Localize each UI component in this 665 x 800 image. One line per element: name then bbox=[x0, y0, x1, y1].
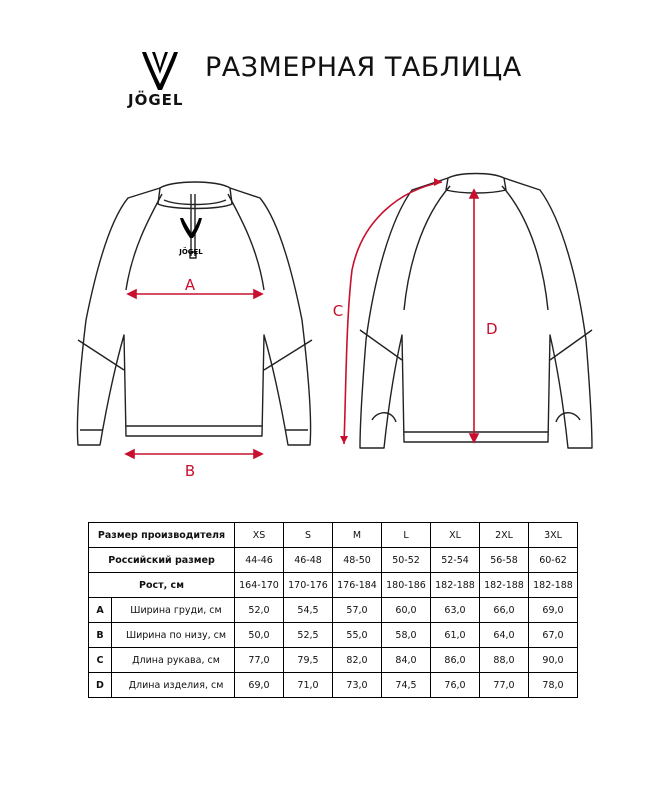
table-header-row bbox=[89, 523, 578, 548]
table-row bbox=[89, 623, 578, 648]
value-cell: 63,0 bbox=[431, 598, 480, 623]
table-row bbox=[89, 673, 578, 698]
height-cell: 176-184 bbox=[333, 573, 382, 598]
row-label: Ширина по низу, см bbox=[112, 623, 235, 648]
value-cell: 55,0 bbox=[333, 623, 382, 648]
value-cell: 66,0 bbox=[480, 598, 529, 623]
height-cell: 182-188 bbox=[480, 573, 529, 598]
size-cell: XS bbox=[235, 523, 284, 548]
label-a: A bbox=[184, 276, 196, 294]
value-cell: 78,0 bbox=[529, 673, 578, 698]
value-cell: 77,0 bbox=[235, 648, 284, 673]
row-letter: C bbox=[89, 648, 112, 673]
value-cell: 69,0 bbox=[235, 673, 284, 698]
value-cell: 60,0 bbox=[382, 598, 431, 623]
back-view bbox=[360, 174, 592, 449]
height-cell: 182-188 bbox=[529, 573, 578, 598]
value-cell: 54,5 bbox=[284, 598, 333, 623]
front-view bbox=[77, 182, 312, 445]
table-row bbox=[89, 648, 578, 673]
value-cell: 61,0 bbox=[431, 623, 480, 648]
size-cell: 3XL bbox=[529, 523, 578, 548]
table-row bbox=[89, 548, 578, 573]
value-cell: 57,0 bbox=[333, 598, 382, 623]
header-label: Размер производителя bbox=[89, 523, 235, 548]
table-row bbox=[89, 598, 578, 623]
ru-size-cell: 52-54 bbox=[431, 548, 480, 573]
size-cell: S bbox=[284, 523, 333, 548]
size-cell: XL bbox=[431, 523, 480, 548]
row-letter: A bbox=[89, 598, 112, 623]
ru-size-label: Российский размер bbox=[89, 548, 235, 573]
ru-size-cell: 50-52 bbox=[382, 548, 431, 573]
garment-diagram bbox=[0, 160, 665, 480]
measure-d bbox=[470, 190, 478, 442]
value-cell: 69,0 bbox=[529, 598, 578, 623]
row-letter: B bbox=[89, 623, 112, 648]
ru-size-cell: 60-62 bbox=[529, 548, 578, 573]
value-cell: 88,0 bbox=[480, 648, 529, 673]
row-label: Длина рукава, см bbox=[112, 648, 235, 673]
ru-size-cell: 44-46 bbox=[235, 548, 284, 573]
size-cell: 2XL bbox=[480, 523, 529, 548]
value-cell: 86,0 bbox=[431, 648, 480, 673]
value-cell: 58,0 bbox=[382, 623, 431, 648]
value-cell: 73,0 bbox=[333, 673, 382, 698]
row-label: Ширина груди, см bbox=[112, 598, 235, 623]
label-c: C bbox=[332, 302, 344, 320]
value-cell: 74,5 bbox=[382, 673, 431, 698]
svg-text:JÖGEL: JÖGEL bbox=[179, 248, 203, 256]
value-cell: 52,0 bbox=[235, 598, 284, 623]
value-cell: 76,0 bbox=[431, 673, 480, 698]
height-cell: 182-188 bbox=[431, 573, 480, 598]
value-cell: 82,0 bbox=[333, 648, 382, 673]
size-table bbox=[88, 522, 578, 698]
ru-size-cell: 48-50 bbox=[333, 548, 382, 573]
ru-size-cell: 46-48 bbox=[284, 548, 333, 573]
size-cell: M bbox=[333, 523, 382, 548]
jogel-v-mark-icon bbox=[138, 50, 182, 92]
page-title: РАЗМЕРНАЯ ТАБЛИЦА bbox=[205, 52, 522, 83]
value-cell: 79,5 bbox=[284, 648, 333, 673]
label-b: B bbox=[184, 462, 196, 480]
value-cell: 71,0 bbox=[284, 673, 333, 698]
ru-size-cell: 56-58 bbox=[480, 548, 529, 573]
value-cell: 67,0 bbox=[529, 623, 578, 648]
height-cell: 180-186 bbox=[382, 573, 431, 598]
height-label: Рост, см bbox=[89, 573, 235, 598]
value-cell: 64,0 bbox=[480, 623, 529, 648]
height-cell: 164-170 bbox=[235, 573, 284, 598]
row-letter: D bbox=[89, 673, 112, 698]
value-cell: 77,0 bbox=[480, 673, 529, 698]
height-cell: 170-176 bbox=[284, 573, 333, 598]
value-cell: 50,0 bbox=[235, 623, 284, 648]
row-label: Длина изделия, см bbox=[112, 673, 235, 698]
brand-name: JÖGEL bbox=[128, 91, 184, 109]
label-d: D bbox=[486, 320, 498, 338]
value-cell: 90,0 bbox=[529, 648, 578, 673]
size-cell: L bbox=[382, 523, 431, 548]
measure-b bbox=[126, 450, 262, 458]
value-cell: 84,0 bbox=[382, 648, 431, 673]
value-cell: 52,5 bbox=[284, 623, 333, 648]
table-row bbox=[89, 573, 578, 598]
